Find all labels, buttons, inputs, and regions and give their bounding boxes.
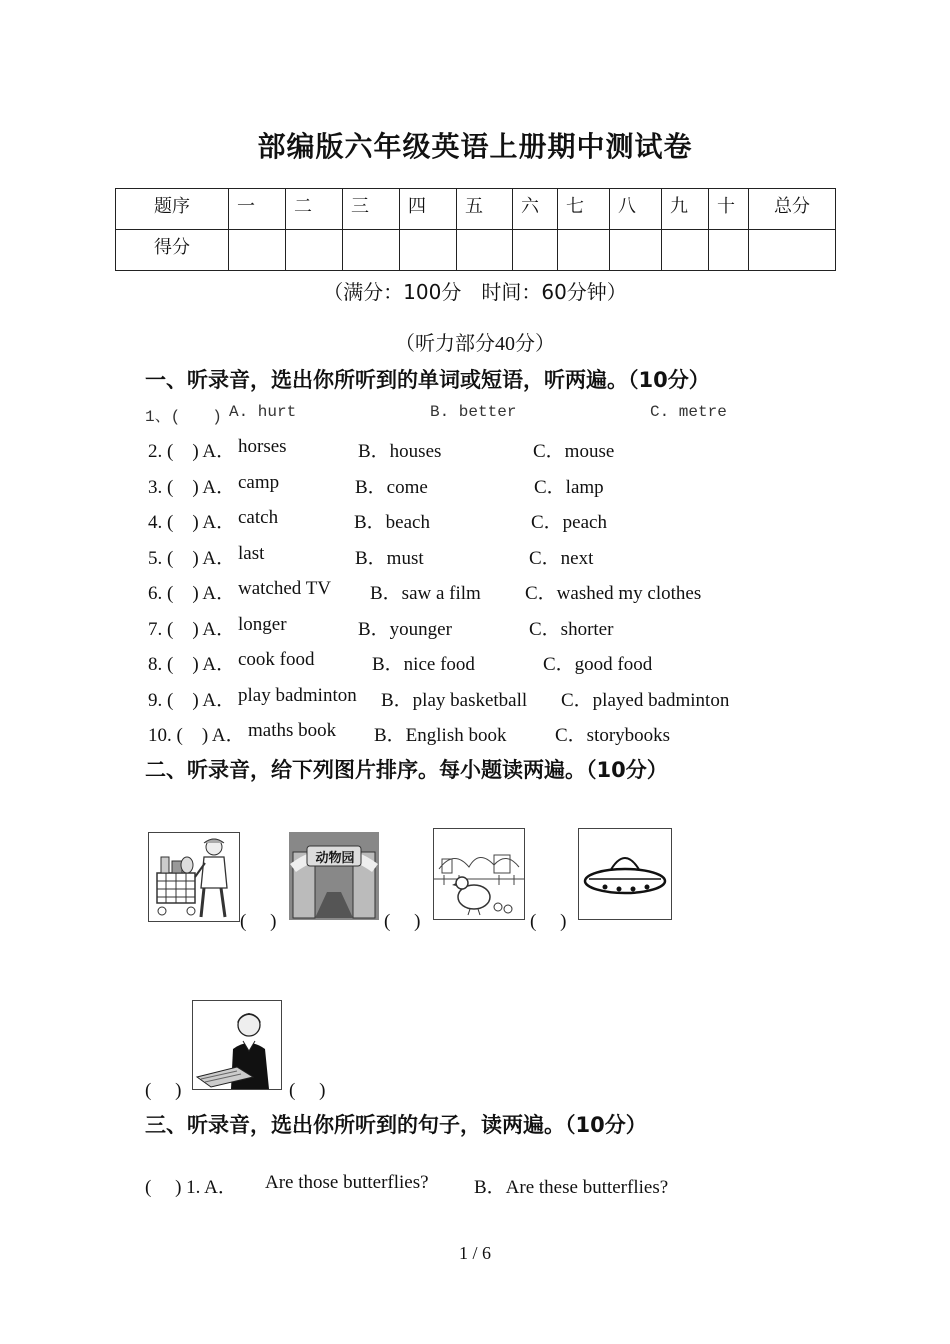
option-a: A. hurt	[229, 403, 297, 421]
ufo-picture	[578, 828, 672, 920]
option-a: play badminton	[238, 685, 357, 706]
order-blank[interactable]: ( )	[530, 911, 567, 932]
exam-info: （满分：100分 时间：60分钟）	[323, 280, 627, 304]
option-a: Are those butterflies?	[265, 1172, 429, 1193]
option-b: B．younger	[358, 619, 452, 640]
option-a: camp	[238, 472, 280, 493]
option-b: B．houses	[358, 441, 442, 462]
option-c: C．washed my clothes	[525, 583, 702, 604]
question-number: 3. ( ) A．	[148, 477, 236, 498]
score-input-cell[interactable]	[400, 230, 457, 271]
option-a: maths book	[248, 720, 337, 741]
table-cell: 九	[662, 189, 709, 230]
farm-hen-icon	[434, 829, 524, 919]
section1-heading: 一、听录音，选出你所听到的单词或短语，听两遍。（10分）	[145, 368, 710, 392]
zoo-sign-text: 动物园	[315, 851, 355, 866]
section2-heading: 二、听录音，给下列图片排序。每小题读两遍。（10分）	[145, 758, 668, 782]
question-number: 7. ( ) A．	[148, 619, 236, 640]
score-table-score-row	[116, 230, 836, 271]
table-cell: 题序	[116, 189, 229, 230]
option-c: C．storybooks	[555, 725, 671, 746]
farm-picture	[433, 828, 525, 920]
reading-woman-picture	[192, 1000, 282, 1090]
table-cell: 五	[457, 189, 513, 230]
section3-heading: 三、听录音，选出你所听到的句子，读两遍。（10分）	[145, 1113, 647, 1137]
zoo-gate-icon	[289, 832, 379, 920]
score-input-cell[interactable]	[662, 230, 709, 271]
score-input-cell[interactable]	[513, 230, 558, 271]
option-a: watched TV	[238, 578, 332, 599]
shopping-cart-icon	[149, 833, 239, 921]
question-number: 6. ( ) A．	[148, 583, 236, 604]
question-number: 1、( )	[145, 408, 222, 426]
option-c: C．peach	[531, 512, 607, 533]
table-cell: 十	[709, 189, 749, 230]
score-table-header-row	[116, 189, 836, 230]
woman-reading-icon	[193, 1001, 281, 1089]
shopping-picture	[148, 832, 240, 922]
option-a: catch	[238, 507, 279, 528]
score-input-cell[interactable]	[286, 230, 343, 271]
table-cell: 七	[558, 189, 610, 230]
order-blank[interactable]: ( )	[384, 911, 421, 932]
table-cell: 四	[400, 189, 457, 230]
ufo-icon	[579, 829, 671, 919]
question-number: 10. ( ) A．	[148, 725, 245, 746]
score-input-cell[interactable]	[749, 230, 836, 271]
option-a: horses	[238, 436, 287, 457]
question-number: 4. ( ) A．	[148, 512, 236, 533]
question-number: ( ) 1. A．	[145, 1177, 237, 1198]
order-blank[interactable]: ( )	[145, 1080, 182, 1101]
page-title: 部编版六年级英语上册期中测试卷	[257, 130, 693, 163]
table-cell: 总分	[749, 189, 836, 230]
option-b: B．Are these butterflies?	[474, 1177, 669, 1198]
table-cell: 三	[343, 189, 400, 230]
option-a: longer	[238, 614, 287, 635]
score-input-cell[interactable]	[610, 230, 662, 271]
order-blank[interactable]: ( )	[289, 1080, 326, 1101]
option-b: B．must	[355, 548, 424, 569]
option-b: B．nice food	[372, 654, 475, 675]
option-c: C．good food	[543, 654, 653, 675]
option-b: B．saw a film	[370, 583, 481, 604]
table-cell: 八	[610, 189, 662, 230]
option-c: C．played badminton	[561, 690, 730, 711]
score-input-cell[interactable]	[343, 230, 400, 271]
table-cell: 一	[229, 189, 286, 230]
option-c: C．mouse	[533, 441, 615, 462]
option-b: B. better	[430, 403, 517, 421]
option-c: C. metre	[650, 403, 727, 421]
score-table	[115, 188, 836, 271]
listening-header: （听力部分40分）	[395, 333, 555, 355]
option-a: last	[238, 543, 265, 564]
question-number: 2. ( ) A．	[148, 441, 236, 462]
question-number: 8. ( ) A．	[148, 654, 236, 675]
option-b: B．English book	[374, 725, 507, 746]
order-blank[interactable]: ( )	[240, 911, 277, 932]
table-cell: 得分	[116, 230, 229, 271]
option-c: C．lamp	[534, 477, 604, 498]
score-input-cell[interactable]	[457, 230, 513, 271]
score-input-cell[interactable]	[558, 230, 610, 271]
table-cell: 二	[286, 189, 343, 230]
score-input-cell[interactable]	[709, 230, 749, 271]
option-b: B．come	[355, 477, 428, 498]
option-b: B．beach	[354, 512, 430, 533]
score-input-cell[interactable]	[229, 230, 286, 271]
option-c: C．shorter	[529, 619, 614, 640]
table-cell: 六	[513, 189, 558, 230]
question-number: 9. ( ) A．	[148, 690, 236, 711]
option-c: C．next	[529, 548, 594, 569]
question-number: 5. ( ) A．	[148, 548, 236, 569]
zoo-picture	[289, 832, 379, 920]
option-a: cook food	[238, 649, 315, 670]
page-number: 1 / 6	[458, 1243, 491, 1263]
option-b: B．play basketball	[381, 690, 528, 711]
